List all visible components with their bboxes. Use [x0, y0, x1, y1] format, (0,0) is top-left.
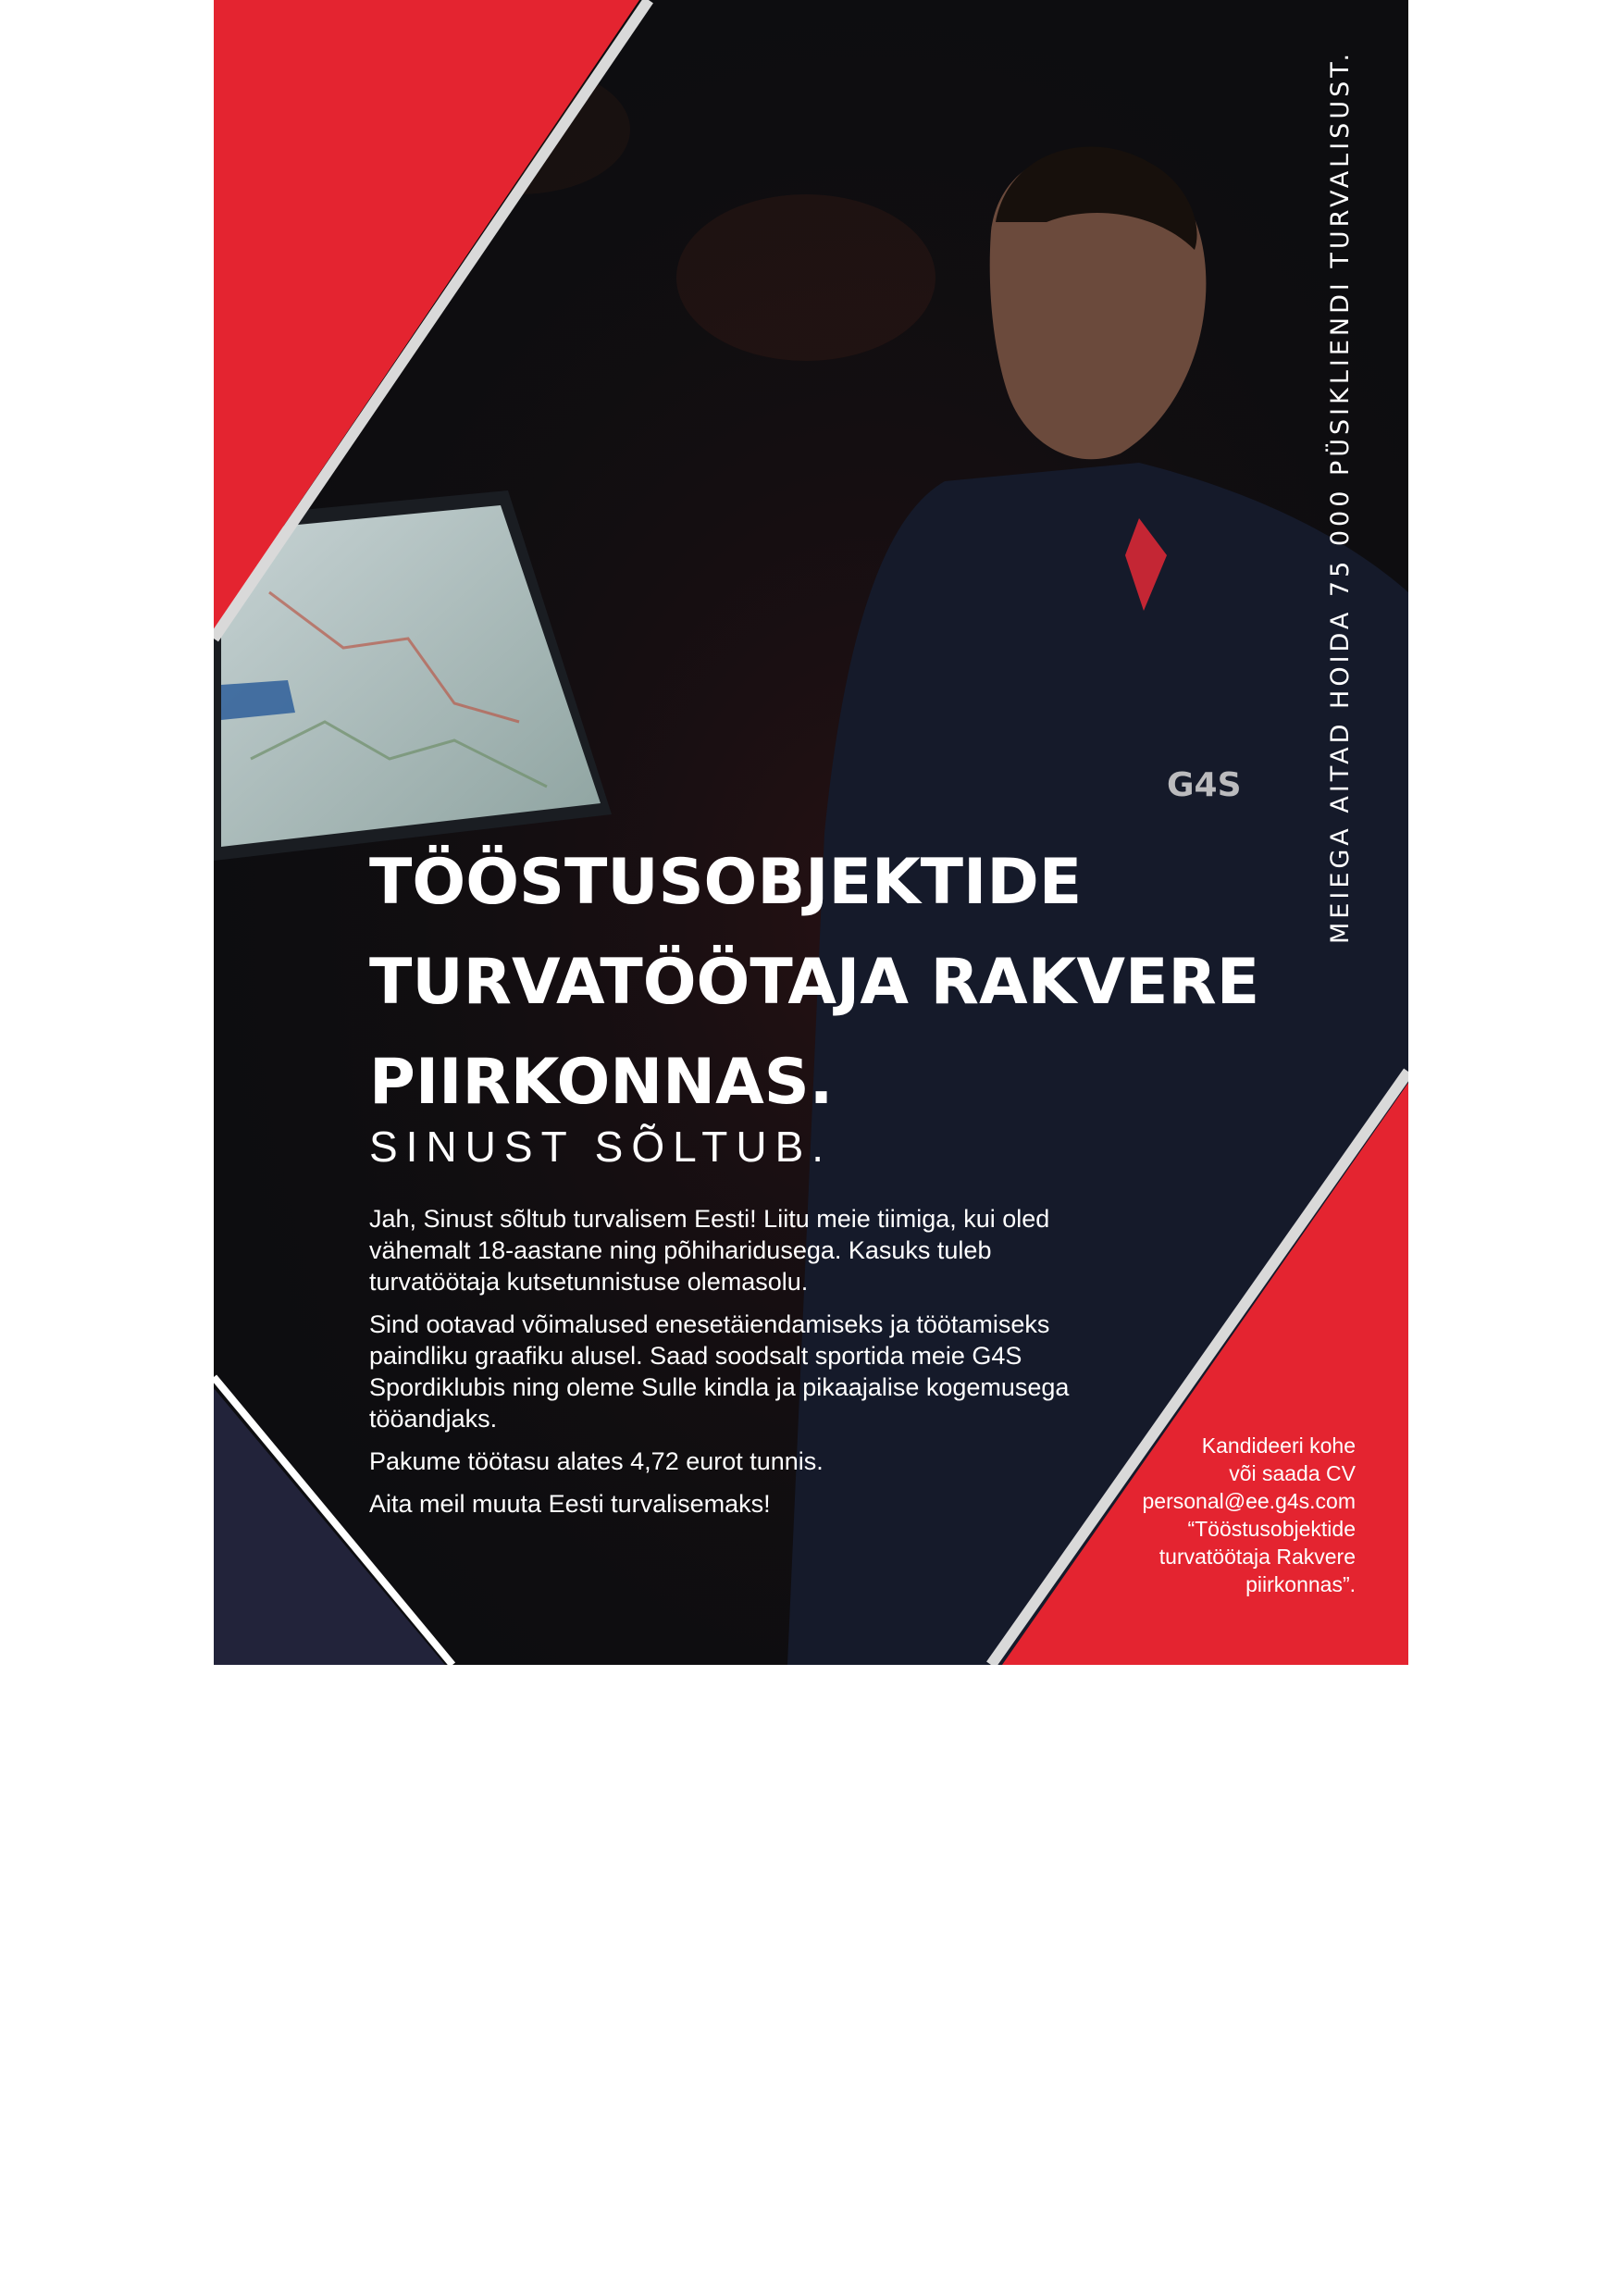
- cta-line-1: Kandideeri kohe: [1201, 1433, 1356, 1458]
- side-slogan: MEIEGA AITAD HOIDA 75 000 PÜSIKLIENDI TURVALISUST.: [1326, 49, 1355, 944]
- cta-line-4: “Tööstusobjektide: [1187, 1517, 1356, 1541]
- subheadline: SINUST SÕLTUB.: [369, 1123, 833, 1171]
- body-paragraph-2: Sind ootavad võimalused enesetäiendamiseks ja töötamiseks paindliku graafiku alusel. Saad soodsalt sportida meie G4S Spordiklubis ning oleme Sulle kindla ja pikaajalise kogemusega tööandjaks.: [369, 1310, 1070, 1433]
- cta-line-2: või saada CV: [1229, 1461, 1356, 1485]
- job-poster: [214, 0, 1408, 1665]
- headline-line-3: PIIRKONNAS.: [369, 1046, 834, 1119]
- body-paragraph-1: Jah, Sinust sõltub turvalisem Eesti! Liitu meie tiimiga, kui oled vähemalt 18-aastane ning põhiharidusega. Kasuks tuleb turvatöötaja kutsetunnistuse olemasolu.: [369, 1205, 1050, 1296]
- svg-text:G4S: G4S: [1167, 766, 1242, 804]
- cta-email[interactable]: personal@ee.g4s.com: [1142, 1489, 1356, 1513]
- cta-line-6: piirkonnas”.: [1245, 1572, 1356, 1596]
- body-paragraph-3: Pakume töötasu alates 4,72 eurot tunnis.: [369, 1447, 824, 1475]
- body-text: [369, 1203, 1072, 1531]
- headline-line-1: TÖÖSTUSOBJEKTIDE: [369, 846, 1083, 919]
- apply-callout: [1050, 1432, 1356, 1598]
- headline-line-2: TURVATÖÖTAJA RAKVERE: [369, 946, 1260, 1019]
- body-paragraph-4: Aita meil muuta Eesti turvalisemaks!: [369, 1490, 771, 1518]
- headline: [369, 833, 1295, 1133]
- cta-line-5: turvatöötaja Rakvere: [1158, 1545, 1356, 1569]
